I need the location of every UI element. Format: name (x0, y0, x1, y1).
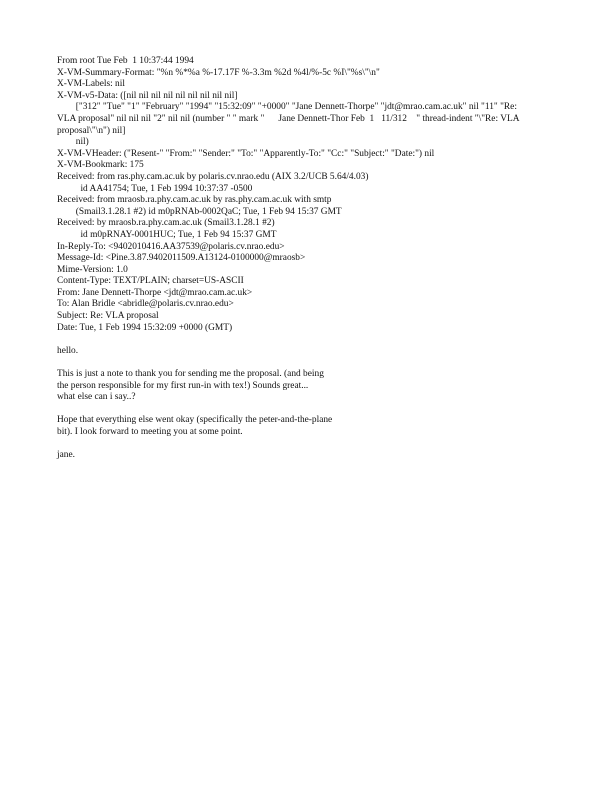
header-received-1: Received: from ras.phy.cam.ac.uk by polaris.cv.nrao.edu (AIX 3.2/UCB 5.64/4.03) (57, 171, 369, 182)
header-mime-version: Mime-Version: 1.0 (57, 264, 128, 275)
header-summary-format: X-VM-Summary-Format: "%n %*%a %-17.17F %-3.3m %2d %4l/%-5c %I\"%s\"\n" (57, 67, 380, 78)
header-vm-data: X-VM-v5-Data: ([nil nil nil nil nil nil nil nil nil] (57, 90, 238, 101)
header-in-reply-to: In-Reply-To: <9402010416.AA37539@polaris.cv.nrao.edu> (57, 241, 285, 252)
body-paragraph1-line3: what else can i say..? (57, 392, 136, 403)
header-vm-vheader: X-VM-VHeader: ("Resent-" "From:" "Sender:" "To:" "Apparently-To:" "Cc:" "Subject:" "Date:") nil (57, 148, 435, 159)
header-from: From: Jane Dennett-Thorpe <jdt@mrao.cam.ac.uk> (57, 287, 253, 298)
header-vm-data-cont-1: ["312" "Tue" "1" "February" "1994" "15:32:09" "+0000" "Jane Dennett-Thorpe" "jdt@mrao.cam.ac.uk" nil "11" "Re: (57, 102, 517, 113)
body-paragraph2-line2: bit). I look forward to meeting you at some point. (57, 427, 243, 437)
header-content-type: Content-Type: TEXT/PLAIN; charset=US-ASCII (57, 276, 244, 287)
header-received-2: Received: from mraosb.ra.phy.cam.ac.uk by ras.phy.cam.ac.uk with smtp (57, 195, 332, 206)
header-to: To: Alan Bridle <abridle@polaris.cv.nrao.edu> (57, 299, 234, 310)
email-document (57, 56, 557, 462)
spacer (57, 404, 557, 416)
header-vm-data-cont-2: VLA proposal" nil nil nil "2" nil nil (number " " mark " Jane Dennett-Thor Feb 1 11/312 " thread-indent "\"Re: VLA (57, 113, 520, 124)
email-body (57, 346, 557, 462)
spacer (57, 334, 557, 346)
email-headers (57, 56, 557, 334)
header-received-3-cont: id m0pRNAY-0001HUC; Tue, 1 Feb 94 15:37 GMT (57, 229, 277, 240)
header-vm-labels: X-VM-Labels: nil (57, 79, 125, 90)
body-greeting: hello. (57, 345, 79, 356)
body-signoff: jane. (57, 450, 75, 461)
header-from-root: From root Tue Feb 1 10:37:44 1994 (57, 56, 194, 66)
header-vm-bookmark: X-VM-Bookmark: 175 (57, 160, 144, 171)
header-message-id: Message-Id: <Pine.3.87.9402011509.A13124-0100000@mraosb> (57, 253, 306, 264)
body-paragraph2-line1: Hope that everything else went okay (specifically the peter-and-the-plane (57, 415, 333, 426)
header-date: Date: Tue, 1 Feb 1994 15:32:09 +0000 (GMT) (57, 322, 233, 333)
header-received-3: Received: by mraosb.ra.phy.cam.ac.uk (Smail3.1.28.1 #2) (57, 218, 275, 229)
spacer (57, 439, 557, 451)
body-paragraph1-line2: the person responsible for my first run-in with tex!) Sounds great... (57, 380, 309, 391)
spacer (57, 357, 557, 369)
header-received-1-cont: id AA41754; Tue, 1 Feb 1994 10:37:37 -0500 (57, 183, 253, 194)
header-vm-data-cont-4: nil) (57, 137, 89, 148)
header-subject: Subject: Re: VLA proposal (57, 311, 159, 322)
header-received-2-cont: (Smail3.1.28.1 #2) id m0pRNAb-0002QaC; Tue, 1 Feb 94 15:37 GMT (57, 206, 342, 217)
header-vm-data-cont-3: proposal\"\n") nil] (57, 125, 126, 136)
body-paragraph1-line1: This is just a note to thank you for sending me the proposal. (and being (57, 369, 324, 380)
